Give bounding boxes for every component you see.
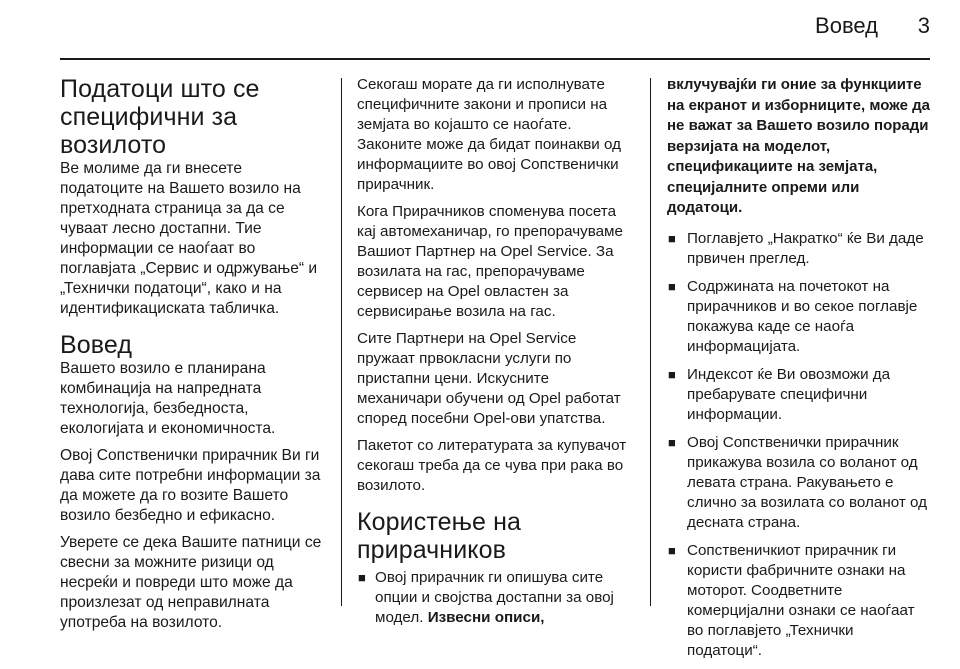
section-heading-introduction: Вовед <box>60 331 133 359</box>
list-item <box>667 277 932 357</box>
square-bullet-icon: ■ <box>668 366 676 382</box>
list-item-text: Индексот ќе Ви овозможи да пребарувате специфични информации. <box>687 365 891 423</box>
paragraph: Кога Прирачников споменува посета кај автомеханичар, го препорачуваме Вашиот Партнер на Opel Service. За возилата на гас, препорачуваме сервисер на Opel овластен за сервисирање возила на гас. <box>357 203 623 320</box>
paragraph: Ве молиме да ги внесете податоците на Вашето возило на претходната страница за да се чуваат лесно достапни. Тие информации се наоѓаат во поглавјата „Сервис и одржување“ и „Технички податоци“, како и на идентификациската табличка. <box>60 160 318 317</box>
list-item <box>667 541 932 661</box>
paragraph: Вашето возило е планирана комбинација на напредната технологија, безбедноста, екологијата и економичноста. <box>60 360 276 437</box>
list-item <box>667 365 932 425</box>
list-item <box>667 433 932 533</box>
running-title: Вовед <box>815 13 878 38</box>
square-bullet-icon: ■ <box>668 278 676 294</box>
column-right <box>667 75 932 669</box>
list-item-bold-text: Извесни описи, <box>427 609 545 626</box>
paragraph: Уверете се дека Вашите патници се свесни за можните ризици од несреќи и повреди што може да произлезат од неправилната употреба на возилото. <box>60 534 322 631</box>
list-item-text: Овој прирачник ги опишува сите опции и својства достапни за овој модел. <box>375 569 614 626</box>
square-bullet-icon: ■ <box>358 570 366 585</box>
header-rule <box>60 58 930 60</box>
list-item-text: Овој Сопственички прирачник прикажува возила со воланот од левата страна. Ракувањето е слично за возилата со воланот од десната страна. <box>687 433 927 531</box>
paragraph: Овој Сопственички прирачник Ви ги дава сите потребни информации за да можете да го возите Вашето возило безбедно и ефикасно. <box>60 447 321 524</box>
column-middle <box>357 75 629 635</box>
list-item-text: Сопственичкиот прирачник ги користи фабричните ознаки на моторот. Соодветните комерцијални ознаки се наоѓаат во поглавјето „Технички податоци“. <box>687 541 915 659</box>
paragraph: Сите Партнери на Opel Service пружаат првокласни услуги по пристапни цени. Искусните механичари обучени од Opel работат според посебни Opel-ови упатства. <box>357 330 621 427</box>
page-number: 3 <box>917 13 930 38</box>
bullet-list <box>667 229 932 661</box>
list-item <box>667 229 932 269</box>
column-divider <box>650 78 651 606</box>
list-item <box>357 568 629 628</box>
section-heading-using-manual: Користење на прирачников <box>357 508 521 564</box>
continued-bold-text: вклучувајќи ги оние за функциите на екранот и изборниците, може да не важат за Вашето возило поради верзијата на моделот, спецификациите на земјата, специјалните опреми или додатоци. <box>667 76 930 216</box>
square-bullet-icon: ■ <box>668 230 676 246</box>
paragraph: Пакетот со литературата за купувачот секогаш треба да се чува при рака во возилото. <box>357 437 627 494</box>
section-heading-vehicle-data: Податоци што се специфични за возилото <box>60 75 260 159</box>
square-bullet-icon: ■ <box>668 434 676 450</box>
square-bullet-icon: ■ <box>668 542 676 558</box>
paragraph: Секогаш морате да ги исполнувате специфичните закони и прописи на земјата во којашто се наоѓате. Законите може да бидат поинакви од информациите во овој Сопственички прирачник. <box>357 76 621 193</box>
bullet-list <box>357 568 629 628</box>
list-item-text: Поглавјето „Накратко“ ќе Ви даде првичен преглед. <box>687 229 924 267</box>
list-item-text: Содржината на почетокот на прирачников и во секое поглавје покажува каде се наоѓа информацијата. <box>687 277 918 355</box>
page-header <box>0 0 960 60</box>
column-divider <box>341 78 342 606</box>
column-left <box>60 75 328 640</box>
